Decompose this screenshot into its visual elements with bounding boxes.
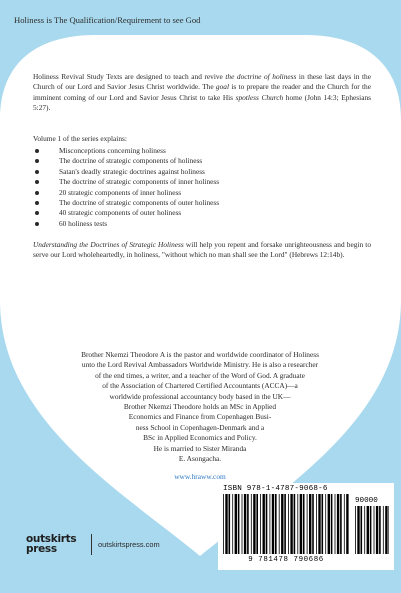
bullet-icon <box>35 201 39 205</box>
bio-line: Brother Nkemzi Theodore A is the pastor and worldwide coordinator of Holiness <box>81 350 319 359</box>
barcode-bar <box>251 494 252 554</box>
list-item-label: The doctrine of strategic components of inner holiness <box>59 177 220 187</box>
publisher-logo <box>26 534 76 560</box>
barcode-bar <box>367 506 369 554</box>
barcode-bar <box>364 506 365 554</box>
barcode-bar <box>284 494 286 554</box>
list-item-label: The doctrine of strategic components of outer holiness <box>59 198 220 208</box>
barcode-bar <box>290 494 292 554</box>
list-item <box>33 198 333 208</box>
isbn-label: ISBN 978-1-4787-9068-6 <box>223 485 328 493</box>
bullet-icon <box>35 211 39 215</box>
bullet-icon <box>35 222 39 226</box>
barcode-bar <box>361 506 363 554</box>
barcode-bar <box>300 494 302 554</box>
website-link[interactable]: www.hraww.com <box>174 472 226 481</box>
barcode-bar <box>297 494 298 554</box>
publisher-website[interactable]: outskirtspress.com <box>98 540 160 549</box>
barcode-bars <box>223 494 349 554</box>
barcode-bar <box>331 494 333 554</box>
bio-line: Brother Nkemzi Theodore holds an MSc in Applied <box>123 402 277 412</box>
intro-emphasis-3: spotless Church <box>235 92 284 102</box>
isbn-barcode <box>218 483 394 570</box>
barcode-bar <box>223 494 224 554</box>
publisher-logo-line1: outskirts <box>26 533 77 545</box>
barcode-bar <box>307 494 308 554</box>
bullet-icon <box>35 170 39 174</box>
barcode-bar <box>383 506 384 554</box>
barcode-bar <box>244 494 246 554</box>
list-item <box>33 146 333 156</box>
publisher-logo-line2: press <box>26 543 57 555</box>
barcode-bar <box>340 494 342 554</box>
list-item-label: 40 strategic components of outer holiness <box>59 208 182 218</box>
intro-text-1: Holiness Revival Study Texts are designed to teach and revive <box>33 72 226 81</box>
bio-line: ness School in Copenhagen-Denmark and a <box>135 422 265 432</box>
barcode-bar <box>355 506 356 554</box>
barcode-bar <box>232 494 233 554</box>
topic-list <box>33 146 333 229</box>
barcode-digits: 9 781478 790686 <box>248 556 324 564</box>
barcode-bar <box>229 494 231 554</box>
bullet-icon <box>35 180 39 184</box>
barcode-bar <box>225 494 227 554</box>
list-item-label: Misconceptions concerning holiness <box>59 146 166 155</box>
barcode-bar <box>288 494 289 554</box>
barcode-bar <box>238 494 240 554</box>
barcode-bar <box>388 506 389 554</box>
list-item-label: Satan's deadly strategic doctrines against holiness <box>59 166 205 176</box>
barcode-bar <box>266 494 268 554</box>
price-code: 90000 <box>355 497 378 505</box>
barcode-bar <box>260 494 261 554</box>
barcode-bar <box>263 494 265 554</box>
intro-text-4: home (John 14:3; Ephesians 5:27). <box>33 92 371 112</box>
barcode-bar <box>316 494 317 554</box>
barcode-bar <box>385 506 387 554</box>
bio-line: unto the Lord Revival Ambassadors Worldwide Ministry. He is also a researcher <box>81 360 319 370</box>
barcode-bar <box>281 494 283 554</box>
bio-line: BSc in Applied Economics and Policy. <box>143 433 257 443</box>
list-item <box>33 177 333 187</box>
barcode-bar <box>328 494 330 554</box>
barcode-bar <box>374 506 375 554</box>
closing-paragraph <box>33 240 371 261</box>
barcode-bar <box>275 494 277 554</box>
closing-text: will help you repent and forsake unrighteousness and begin to serve our Lord wholeheartedly, in holiness, "without which no man shall see the Lord" (Hebrews 12:14b). <box>33 240 371 260</box>
bio-line: E. Asongacha. <box>178 454 222 464</box>
barcode-bar <box>357 506 359 554</box>
bio-line: of the end times, a writer, and a teacher of the Word of God. A graduate <box>95 370 305 380</box>
barcode-bar <box>344 494 345 554</box>
list-item-label: 60 holiness tests <box>59 218 108 228</box>
list-item <box>33 208 333 218</box>
tagline: Holiness is The Qualification/Requirement to see God <box>14 15 201 25</box>
barcode-bar <box>242 494 243 554</box>
list-item-label: The doctrine of strategic components of holiness <box>59 156 203 166</box>
barcode-bar <box>253 494 255 554</box>
list-item <box>33 167 333 177</box>
list-item <box>33 156 333 166</box>
publisher-divider <box>91 534 92 555</box>
barcode-bar <box>318 494 320 554</box>
author-bio <box>55 350 345 464</box>
barcode-bar <box>335 494 336 554</box>
barcode-bar <box>346 494 348 554</box>
barcode-bar <box>379 506 381 554</box>
bio-line: Economics and Finance from Copenhagen Busi- <box>128 412 272 422</box>
barcode-bar <box>337 494 339 554</box>
barcode-bar <box>312 494 314 554</box>
list-item <box>33 219 333 229</box>
bio-line: He is married to Sister Miranda <box>153 443 247 453</box>
barcode-bar <box>235 494 237 554</box>
book-title-emphasis: Understanding the Doctrines of Strategic Holiness <box>33 240 184 249</box>
barcode-bar <box>256 494 258 554</box>
intro-text-3: is to prepare the reader and the Church for the imminent coming of our Lord and Savior Jesus Christ to take His <box>33 82 371 102</box>
barcode-bar <box>247 494 249 554</box>
barcode-bar <box>272 494 274 554</box>
bullet-icon <box>35 159 39 163</box>
list-intro: Volume 1 of the series explains: <box>33 134 127 143</box>
barcode-bar <box>309 494 311 554</box>
barcode-bar <box>279 494 280 554</box>
barcode-addon-bars <box>355 506 389 554</box>
barcode-bar <box>294 494 296 554</box>
barcode-bar <box>376 506 378 554</box>
bullet-icon <box>35 149 39 153</box>
barcode-bar <box>325 494 326 554</box>
intro-emphasis-1: the doctrine of holiness <box>225 72 297 81</box>
barcode-bar <box>270 494 271 554</box>
intro-paragraph <box>33 72 371 113</box>
barcode-bar <box>322 494 324 554</box>
list-item <box>33 188 333 198</box>
bullet-icon <box>35 191 39 195</box>
intro-emphasis-2: goal <box>215 82 229 92</box>
bio-line: of the Association of Chartered Certified Accountants (ACCA)—a <box>102 381 298 391</box>
intro-text-2: in these last days in the Church of our Lord and Savior Jesus Christ worldwide. The <box>33 72 371 92</box>
bio-line: worldwide professional accountancy body based in the UK— <box>109 391 291 401</box>
barcode-bar <box>303 494 305 554</box>
barcode-bar <box>370 506 372 554</box>
list-item-label: 20 strategic components of inner holiness <box>59 187 182 197</box>
